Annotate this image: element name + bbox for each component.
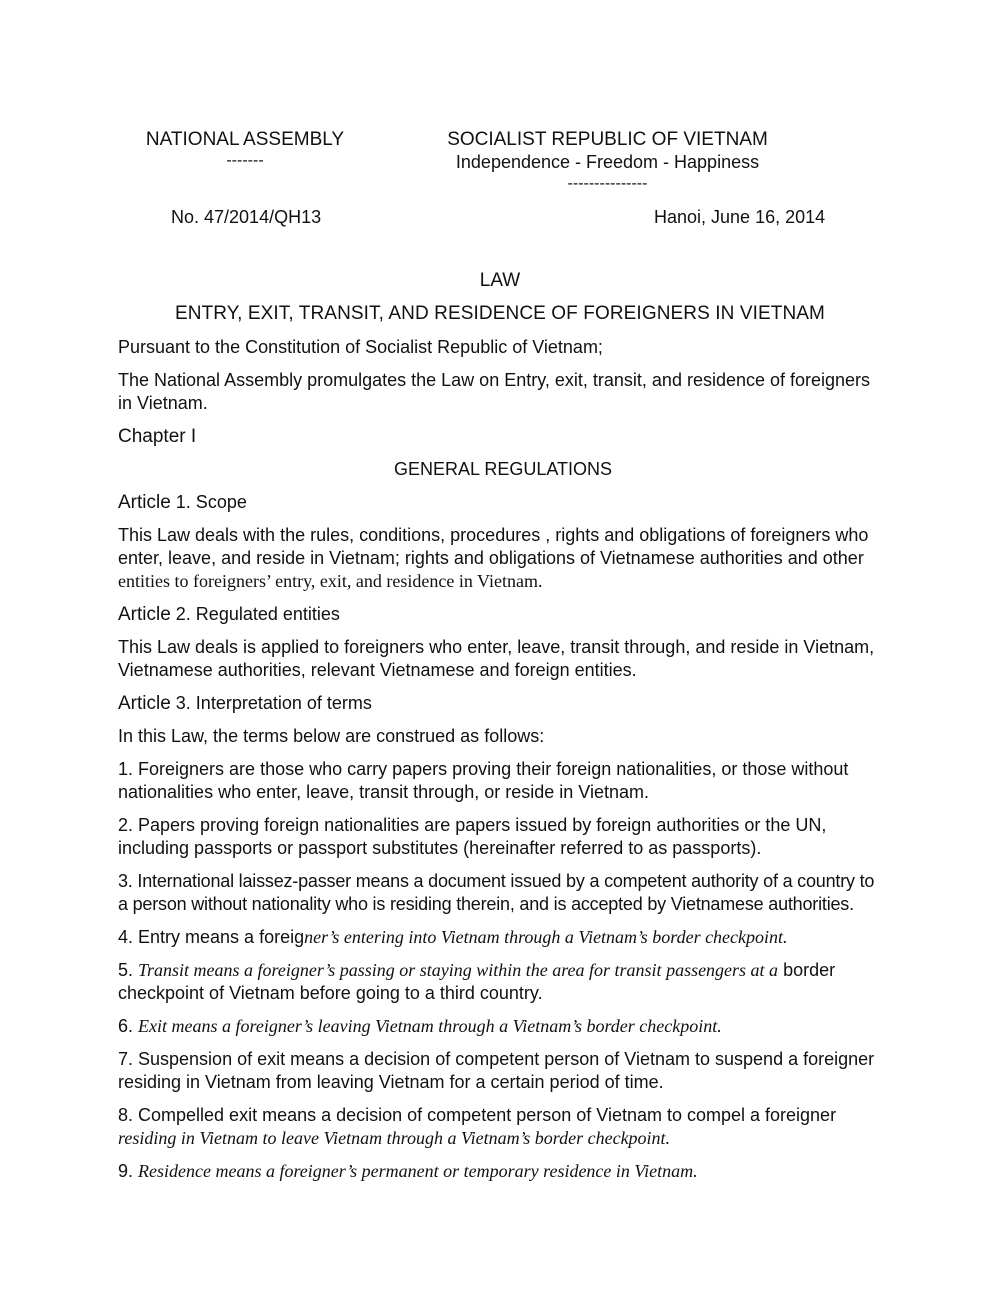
- article-3-heading: [118, 692, 888, 715]
- article-word: Article: [118, 492, 171, 513]
- article-heading-text: 1. Scope: [170, 492, 247, 512]
- article-3-intro: In this Law, the terms below are construed as follows:: [118, 726, 545, 746]
- document-title: ENTRY, EXIT, TRANSIT, AND RESIDENCE OF FOREIGNERS IN VIETNAM: [174, 303, 825, 324]
- term-9-number: 9.: [118, 1161, 139, 1181]
- chapter-title: GENERAL REGULATIONS: [393, 459, 613, 479]
- document-type: LAW: [479, 270, 521, 291]
- term-5-text-b: Transit means a foreigner’s passing or staying within the area for transit passengers at a: [138, 960, 779, 980]
- state-divider: ---------------: [567, 175, 648, 192]
- article-heading-text: 2. Regulated entities: [170, 604, 340, 624]
- term-3: [118, 870, 888, 916]
- article-1-heading: [118, 491, 888, 514]
- term-4: [118, 926, 888, 949]
- term-8: [118, 1104, 888, 1150]
- term-7: [118, 1048, 888, 1094]
- place-date: Hanoi, June 16, 2014: [654, 207, 826, 227]
- issuer-name: NATIONAL ASSEMBLY: [145, 129, 345, 150]
- term-5-text-c: border checkpoint of Vietnam before going to a third country.: [118, 960, 836, 1003]
- article-2-text: This Law deals is applied to foreigners who enter, leave, transit through, and reside in Vietnam, Vietnamese authorities, relevant Vietnamese and foreign entities.: [118, 637, 875, 680]
- document-number: No. 47/2014/QH13: [171, 207, 322, 227]
- term-6: [118, 1015, 888, 1038]
- state-name: SOCIALIST REPUBLIC OF VIETNAM: [447, 129, 768, 150]
- state-motto: Independence - Freedom - Happiness: [455, 152, 760, 172]
- article-word: Article: [118, 604, 171, 625]
- term-1: [118, 758, 888, 804]
- term-5: [118, 959, 888, 1005]
- article-word: Article: [118, 693, 171, 714]
- term-8-text-a: 8. Compelled exit means a decision of competent person of Vietnam to compel a foreigner: [118, 1105, 837, 1125]
- document-body: [118, 336, 888, 1193]
- term-6-text: Exit means a foreigner’s leaving Vietnam through a Vietnam’s border checkpoint.: [138, 1016, 722, 1036]
- term-8-text-b: residing in Vietnam to leave Vietnam through a Vietnam’s border checkpoint.: [118, 1128, 671, 1148]
- term-4-text-a: 4. Entry means a foreig: [118, 927, 305, 947]
- term-9: [118, 1160, 888, 1183]
- term-5-number: 5.: [118, 960, 139, 980]
- term-2-text: 2. Papers proving foreign nationalities are papers issued by foreign authorities or the UN, including passports or passport substitutes (hereinafter referred to as passports).: [118, 815, 827, 858]
- term-3-text: 3. International laissez-passer means a document issued by a competent authority of a country to a person without nationality who is residing therein, and is accepted by Vietnamese authorities.: [118, 871, 875, 914]
- state-block: [410, 128, 805, 194]
- term-7-text: 7. Suspension of exit means a decision of competent person of Vietnam to suspend a foreigner residing in Vietnam from leaving Vietnam for a certain period of time.: [118, 1049, 875, 1092]
- issuer-block: [120, 128, 370, 171]
- article-1-text-a: This Law deals with the rules, conditions, procedures , rights and obligations of foreigners who enter, leave, and reside in Vietnam; rights and obligations of Vietnamese authorities and other: [118, 525, 869, 568]
- article-1-text-b: entities to foreigners’ entry, exit, and residence in Vietnam.: [118, 571, 543, 591]
- issuer-divider: -------: [226, 152, 264, 169]
- chapter-label: Chapter I: [118, 426, 197, 447]
- term-9-text: Residence means a foreigner’s permanent or temporary residence in Vietnam.: [138, 1161, 698, 1181]
- term-6-number: 6.: [118, 1016, 139, 1036]
- article-2-heading: [118, 603, 888, 626]
- term-1-text: 1. Foreigners are those who carry papers proving their foreign nationalities, or those without nationalities who enter, leave, transit through, or reside in Vietnam.: [118, 759, 849, 802]
- term-4-text-b: ner’s entering into Vietnam through a Vietnam’s border checkpoint.: [304, 927, 788, 947]
- preamble-promulgation: The National Assembly promulgates the Law on Entry, exit, transit, and residence of foreigners in Vietnam.: [118, 370, 871, 413]
- article-1-text: [118, 524, 888, 593]
- term-2: [118, 814, 888, 860]
- article-heading-text: 3. Interpretation of terms: [170, 693, 372, 713]
- preamble-basis: Pursuant to the Constitution of Socialist Republic of Vietnam;: [118, 337, 603, 357]
